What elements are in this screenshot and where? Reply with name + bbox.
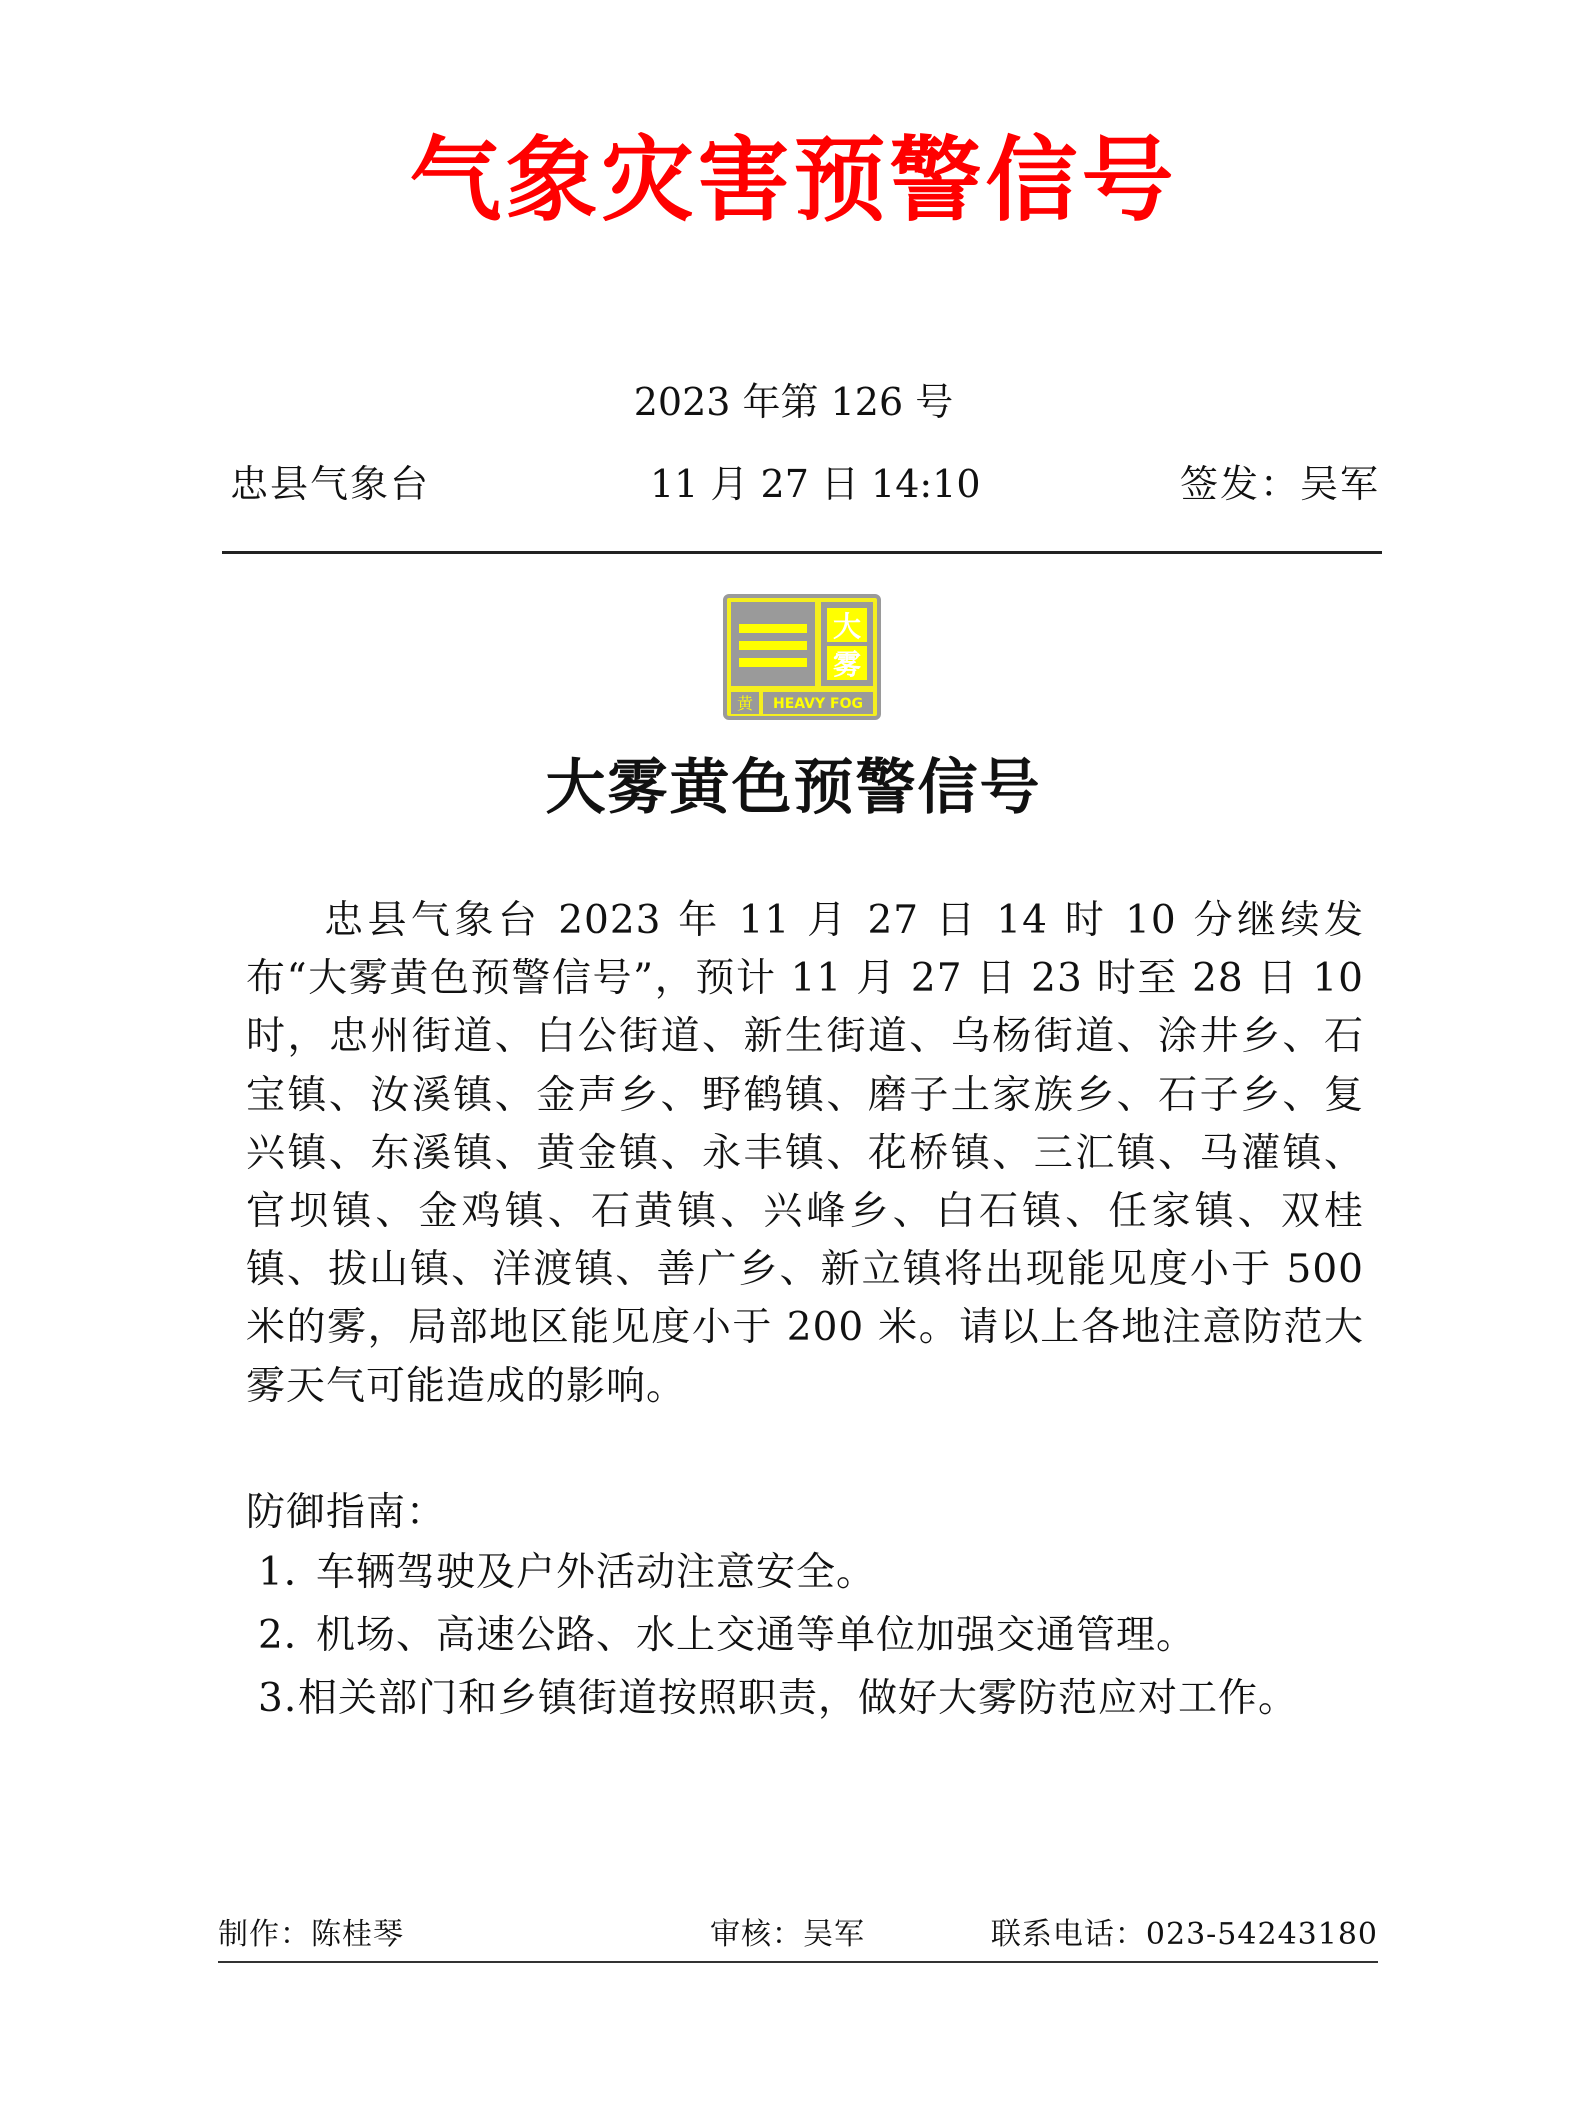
warning-title: 大雾黄色预警信号: [545, 753, 1042, 823]
signer: 签发：吴军: [1179, 462, 1380, 506]
icon-label-top: 大: [832, 610, 862, 643]
issuing-agency: 忠县气象台: [230, 462, 431, 506]
icon-level-label: 黄: [736, 694, 754, 713]
footer-maker: 制作：陈桂琴: [218, 1917, 404, 1952]
icon-label-bottom: 雾: [832, 648, 862, 681]
guide-item: 2．机场、高速公路、水上交通等单位加强交通管理。: [258, 1613, 1197, 1658]
footer-divider: [218, 1961, 1378, 1963]
document-title: 气象灾害预警信号: [409, 126, 1178, 234]
warning-body: 忠县气象台 2023 年 11 月 27 日 14 时 10 分继续发布“大雾黄色预警信号”，预计 11 月 27 日 23 时至 28 日 10 时，忠州街道、白公街道、新生街道、乌杨街道、涂井乡、石宝镇、汝溪镇、金声乡、野鹤镇、磨子土家族乡、石子乡、复兴镇、东溪镇、黄金镇、永丰镇、花桥镇、三汇镇、马灌镇、官坝镇、金鸡镇、石黄镇、兴峰乡、白石镇、任家镇、双桂镇、拔山镇、洋渡镇、善广乡、新立镇将出现能见度小于 500 米的雾，局部地区能见度小于 200 米。请以上各地注意防范大雾天气可能造成的影响。: [246, 898, 1364, 1409]
footer-phone: 联系电话：023-54243180: [990, 1917, 1378, 1952]
footer-reviewer: 审核：吴军: [710, 1917, 865, 1952]
guide-heading: 防御指南：: [246, 1490, 447, 1535]
issue-time: 11 月 27 日 14:10: [650, 462, 981, 506]
guide-list: [258, 1550, 1398, 1739]
header-divider: [222, 551, 1382, 554]
heavy-fog-yellow-warning-icon: [723, 594, 881, 720]
icon-en-label: HEAVY FOG: [773, 696, 863, 712]
issue-number: 2023 年第 126 号: [633, 380, 954, 424]
guide-item: 3.相关部门和乡镇街道按照职责，做好大雾防范应对工作。: [258, 1676, 1299, 1721]
guide-item: 1．车辆驾驶及户外活动注意安全。: [258, 1550, 877, 1595]
